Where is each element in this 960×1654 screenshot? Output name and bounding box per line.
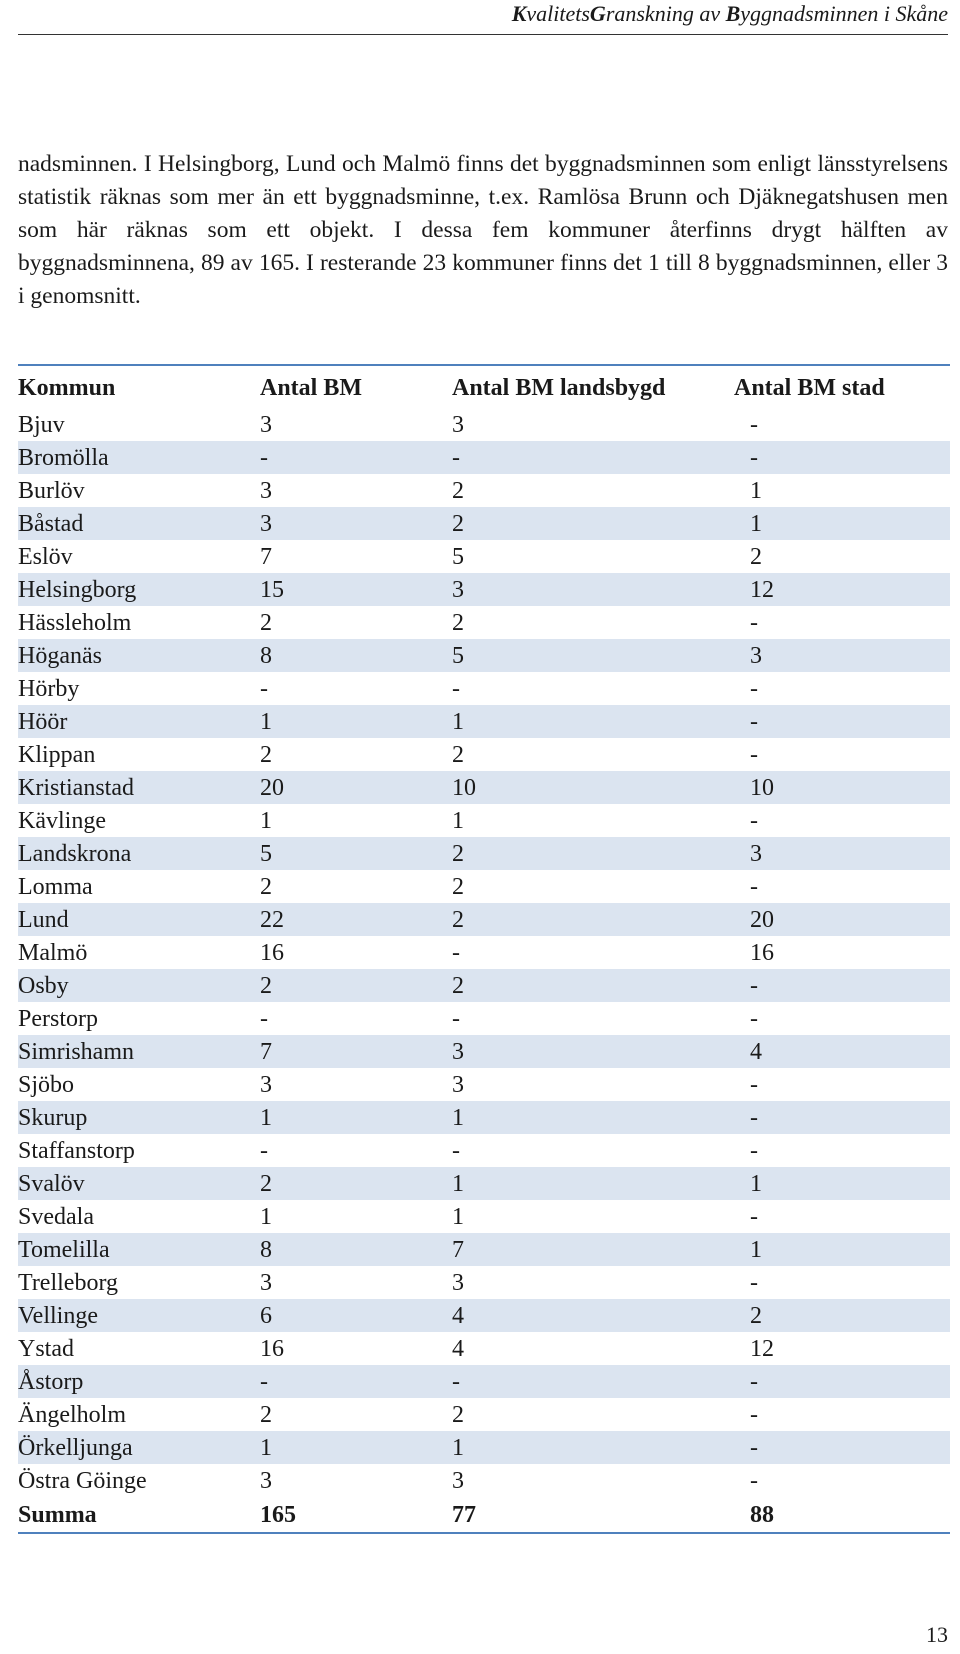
- table-row: [18, 804, 950, 837]
- header-title: KvalitetsGranskning av Byggnadsminnen i Skåne: [511, 1, 948, 26]
- cell-landsbygd: 3: [452, 1035, 734, 1068]
- cell-antal-bm: 7: [260, 1035, 452, 1068]
- column-header-kommun: Kommun: [18, 365, 260, 408]
- total-antal-bm: 165: [260, 1497, 452, 1533]
- cell-kommun: Tomelilla: [18, 1233, 260, 1266]
- intro-text: nadsminnen. I Helsingborg, Lund och Malmö finns det byggnadsminnen som enligt länsstyrelsens statistik räknas som mer än ett byggnadsminne, t.ex. Ramlösa Brunn och Djäknegatshusen men som här räknas som ett objekt. I dessa fem kommuner återfinns drygt hälften av byggnadsminnena, 89 av 165. I resterande 23 kommuner finns det 1 till 8 byggnadsminnen, eller 3 i genomsnitt.: [18, 151, 948, 309]
- cell-kommun: Båstad: [18, 507, 260, 540]
- cell-landsbygd: 1: [452, 1101, 734, 1134]
- cell-kommun: Vellinge: [18, 1299, 260, 1332]
- table-row: [18, 969, 950, 1002]
- cell-landsbygd: 2: [452, 609, 464, 636]
- cell-landsbygd: 2: [452, 969, 734, 1002]
- cell-landsbygd: -: [452, 1005, 460, 1032]
- column-header-stad: Antal BM stad: [734, 365, 950, 408]
- cell-antal-bm: 3: [260, 1071, 272, 1098]
- cell-kommun: Östra Göinge: [18, 1467, 147, 1494]
- byggnadsminnen-table: [18, 364, 950, 1534]
- cell-kommun: Sjöbo: [18, 1071, 75, 1098]
- cell-landsbygd: 5: [452, 639, 734, 672]
- cell-antal-bm: 2: [260, 609, 272, 636]
- page-number: 13: [926, 1622, 948, 1647]
- cell-stad: 1: [734, 1167, 950, 1200]
- cell-antal-bm: 8: [260, 639, 452, 672]
- cell-antal-bm: 2: [260, 873, 272, 900]
- cell-antal-bm: 15: [260, 573, 452, 606]
- cell-landsbygd: 2: [452, 507, 734, 540]
- table-row: [18, 474, 950, 507]
- cell-kommun: Klippan: [18, 741, 96, 768]
- cell-stad: -: [750, 411, 758, 438]
- table-row: [18, 507, 950, 540]
- cell-kommun: Höganäs: [18, 639, 260, 672]
- cell-kommun: Hörby: [18, 675, 80, 702]
- cell-landsbygd: -: [452, 939, 460, 966]
- cell-kommun: Svedala: [18, 1203, 94, 1230]
- cell-stad: 3: [734, 639, 950, 672]
- cell-kommun: Hässleholm: [18, 609, 132, 636]
- cell-stad: -: [750, 609, 758, 636]
- cell-stad: -: [750, 1269, 758, 1296]
- table-row: [18, 903, 950, 936]
- cell-landsbygd: 3: [452, 1071, 464, 1098]
- cell-kommun: Kristianstad: [18, 771, 260, 804]
- cell-stad: -: [750, 1137, 758, 1164]
- cell-antal-bm: -: [260, 675, 268, 702]
- cell-antal-bm: 3: [260, 507, 452, 540]
- cell-antal-bm: 1: [260, 705, 452, 738]
- running-header: [18, 0, 948, 35]
- table-header-row: [18, 365, 950, 408]
- cell-stad: -: [750, 741, 758, 768]
- table-row: [18, 1167, 950, 1200]
- total-label: Summa: [18, 1497, 260, 1533]
- cell-kommun: Osby: [18, 969, 260, 1002]
- table-row: [18, 408, 950, 441]
- cell-antal-bm: 1: [260, 1431, 452, 1464]
- cell-kommun: Malmö: [18, 939, 88, 966]
- table-row: [18, 1332, 950, 1365]
- cell-kommun: Trelleborg: [18, 1269, 119, 1296]
- cell-landsbygd: -: [452, 1365, 734, 1398]
- cell-stad: -: [734, 969, 950, 1002]
- table-row: [18, 837, 950, 870]
- cell-stad: -: [750, 873, 758, 900]
- cell-stad: -: [750, 1401, 758, 1428]
- table-row: [18, 672, 950, 705]
- cell-kommun: Lomma: [18, 873, 93, 900]
- cell-stad: -: [734, 1431, 950, 1464]
- cell-kommun: Skurup: [18, 1101, 260, 1134]
- cell-stad: -: [750, 1005, 758, 1032]
- table-row: [18, 1299, 950, 1332]
- cell-landsbygd: 2: [452, 1401, 464, 1428]
- cell-antal-bm: -: [260, 1005, 268, 1032]
- cell-landsbygd: 3: [452, 411, 464, 438]
- cell-kommun: Bromölla: [18, 441, 260, 474]
- cell-landsbygd: 1: [452, 705, 734, 738]
- table-body: [18, 408, 950, 1497]
- cell-stad: 12: [734, 573, 950, 606]
- table-row: [18, 870, 950, 903]
- cell-stad: -: [750, 807, 758, 834]
- cell-stad: 2: [734, 1299, 950, 1332]
- cell-kommun: Helsingborg: [18, 573, 260, 606]
- table-row: [18, 738, 950, 771]
- cell-antal-bm: -: [260, 1365, 452, 1398]
- cell-stad: -: [734, 705, 950, 738]
- cell-stad: 1: [734, 1233, 950, 1266]
- cell-landsbygd: 2: [452, 873, 464, 900]
- cell-landsbygd: -: [452, 675, 460, 702]
- cell-antal-bm: 2: [260, 1401, 272, 1428]
- cell-landsbygd: 7: [452, 1233, 734, 1266]
- cell-stad: 1: [750, 477, 762, 504]
- table-row: [18, 1398, 950, 1431]
- cell-antal-bm: 16: [260, 1335, 284, 1362]
- column-header-landsbygd: Antal BM landsbygd: [452, 365, 734, 408]
- cell-stad: -: [750, 1071, 758, 1098]
- cell-landsbygd: 5: [452, 543, 464, 570]
- cell-antal-bm: 3: [260, 411, 272, 438]
- table-row: [18, 1365, 950, 1398]
- cell-antal-bm: 3: [260, 1269, 272, 1296]
- cell-antal-bm: -: [260, 1137, 268, 1164]
- cell-kommun: Ängelholm: [18, 1401, 126, 1428]
- cell-kommun: Svalöv: [18, 1167, 260, 1200]
- table-row: [18, 1233, 950, 1266]
- cell-antal-bm: 1: [260, 1101, 452, 1134]
- table-row: [18, 1200, 950, 1233]
- cell-antal-bm: 7: [260, 543, 272, 570]
- table-row: [18, 771, 950, 804]
- cell-antal-bm: 8: [260, 1233, 452, 1266]
- cell-stad: -: [750, 1467, 758, 1494]
- cell-landsbygd: 4: [452, 1335, 464, 1362]
- table-row: [18, 573, 950, 606]
- column-header-antal-bm: Antal BM: [260, 365, 452, 408]
- cell-antal-bm: 6: [260, 1299, 452, 1332]
- table-row: [18, 1134, 950, 1167]
- cell-stad: 4: [734, 1035, 950, 1068]
- table-row: [18, 1035, 950, 1068]
- cell-stad: 16: [750, 939, 774, 966]
- table-row: [18, 1068, 950, 1101]
- table-row: [18, 441, 950, 474]
- cell-antal-bm: 1: [260, 1203, 272, 1230]
- table-row: [18, 1266, 950, 1299]
- total-landsbygd: 77: [452, 1497, 734, 1533]
- cell-landsbygd: 2: [452, 741, 464, 768]
- table-row: [18, 540, 950, 573]
- cell-kommun: Landskrona: [18, 837, 260, 870]
- cell-antal-bm: 20: [260, 771, 452, 804]
- cell-stad: 10: [734, 771, 950, 804]
- cell-kommun: Höör: [18, 705, 260, 738]
- cell-antal-bm: 2: [260, 969, 452, 1002]
- cell-landsbygd: 1: [452, 1167, 734, 1200]
- cell-kommun: Burlöv: [18, 477, 85, 504]
- cell-kommun: Eslöv: [18, 543, 73, 570]
- cell-landsbygd: 3: [452, 573, 734, 606]
- cell-landsbygd: -: [452, 1137, 460, 1164]
- cell-antal-bm: 16: [260, 939, 284, 966]
- cell-antal-bm: 22: [260, 903, 452, 936]
- cell-stad: 20: [734, 903, 950, 936]
- table-row: [18, 936, 950, 969]
- cell-landsbygd: 4: [452, 1299, 734, 1332]
- cell-kommun: Staffanstorp: [18, 1137, 135, 1164]
- cell-kommun: Bjuv: [18, 411, 65, 438]
- total-stad: 88: [734, 1497, 950, 1533]
- cell-landsbygd: -: [452, 441, 734, 474]
- cell-kommun: Perstorp: [18, 1005, 98, 1032]
- table-row: [18, 705, 950, 738]
- intro-paragraph: [18, 148, 948, 313]
- cell-antal-bm: 2: [260, 741, 272, 768]
- cell-antal-bm: 5: [260, 837, 452, 870]
- cell-antal-bm: 3: [260, 1467, 272, 1494]
- cell-kommun: Åstorp: [18, 1365, 260, 1398]
- cell-antal-bm: 3: [260, 477, 272, 504]
- cell-antal-bm: 2: [260, 1167, 452, 1200]
- cell-landsbygd: 2: [452, 903, 734, 936]
- cell-landsbygd: 3: [452, 1467, 464, 1494]
- cell-landsbygd: 3: [452, 1269, 464, 1296]
- table-row: [18, 1431, 950, 1464]
- table-row: [18, 606, 950, 639]
- cell-stad: -: [734, 1101, 950, 1134]
- cell-landsbygd: 2: [452, 837, 734, 870]
- cell-stad: 12: [750, 1335, 774, 1362]
- cell-stad: -: [750, 1203, 758, 1230]
- table-row: [18, 1464, 950, 1497]
- cell-stad: -: [734, 1365, 950, 1398]
- cell-kommun: Örkelljunga: [18, 1431, 260, 1464]
- cell-kommun: Ystad: [18, 1335, 74, 1362]
- cell-stad: 2: [750, 543, 762, 570]
- table-row: [18, 639, 950, 672]
- cell-kommun: Lund: [18, 903, 260, 936]
- cell-kommun: Simrishamn: [18, 1035, 260, 1068]
- cell-landsbygd: 1: [452, 1431, 734, 1464]
- cell-landsbygd: 2: [452, 477, 464, 504]
- cell-stad: -: [734, 441, 950, 474]
- cell-stad: -: [750, 675, 758, 702]
- cell-kommun: Kävlinge: [18, 807, 106, 834]
- cell-landsbygd: 1: [452, 807, 464, 834]
- table-row: [18, 1101, 950, 1134]
- table-row: [18, 1002, 950, 1035]
- cell-antal-bm: 1: [260, 807, 272, 834]
- cell-stad: 3: [734, 837, 950, 870]
- cell-landsbygd: 1: [452, 1203, 464, 1230]
- cell-landsbygd: 10: [452, 771, 734, 804]
- table-total-row: [18, 1497, 950, 1533]
- cell-antal-bm: -: [260, 441, 452, 474]
- cell-stad: 1: [734, 507, 950, 540]
